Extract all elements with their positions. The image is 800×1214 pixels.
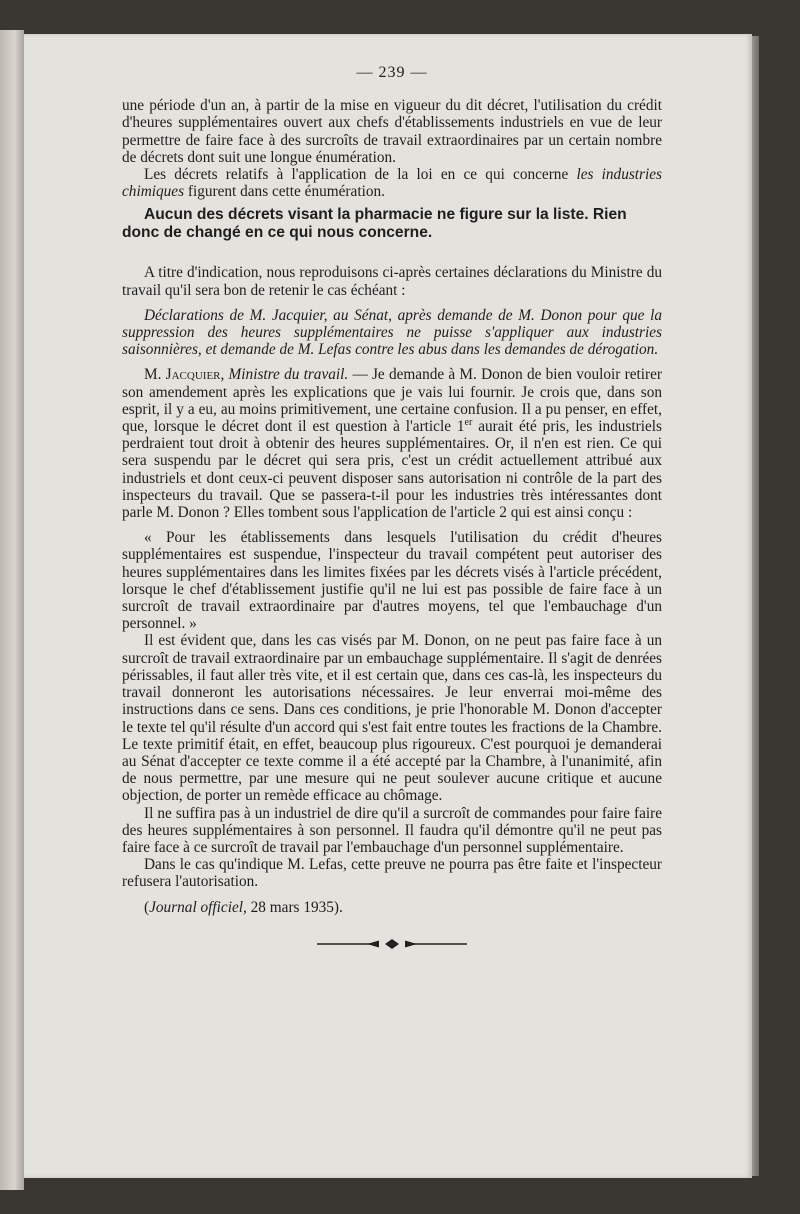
article-quote: « Pour les établissements dans lesquels l'utilisation du crédit d'heures supplémentaires est suspendue, l'inspecteur du travail compétent peut autoriser des heures supplémentaires dans les limites fixées par les décrets visés à l'article précédent, lorsque le chef d'établissement justifie qu'il ne lui est pas possible de faire face à un surcroît de travail extraordinaire par d'autres moyens, tel que l'embauchage d'un personnel. »	[122, 529, 662, 633]
page-content	[122, 64, 662, 950]
paragraph-indication: A titre d'indication, nous reproduisons ci-après certaines déclarations du Ministre du travail qu'il sera bon de retenir le cas échéant :	[122, 264, 662, 299]
speaker-role: Ministre du travail.	[224, 366, 349, 384]
paragraph-suffice: Il ne suffira pas à un industriel de dire qu'il a surcroît de commandes pour faire faire des heures supplémentaires à son personnel. Il faudra qu'il démontre qu'il ne peut pas faire face à ce surcroît de travail par l'embauchage d'un personnel supplémentaire.	[122, 804, 662, 856]
source-journal: Journal officiel,	[149, 898, 247, 916]
speech-part-b: aurait été pris, les industriels perdraient tout droit à obtenir des heures supplémentaires. Or, il n'en est rien. Ce qui sera suspendu par le décret qui sera pris, c'est un crédit actuellement attribué aux industriels et dont ceux-ci peuvent disposer sans autorisation ni contrôle de la part des inspecteurs du travail. Que se passera-t-il pour les industries très intéressantes dont parle M. Donon ? Elles tombent sous l'application de l'article 2 qui est ainsi conçu :	[122, 418, 662, 522]
paragraph-decrees-italic: les industries chimiques	[122, 166, 662, 201]
paragraph-lefas: Dans le cas qu'indique M. Lefas, cette preuve ne pourra pas être faite et l'inspecteur refusera l'autorisation.	[122, 856, 662, 891]
ordinal-superscript: er	[464, 416, 473, 428]
paragraph-evident: Il est évident que, dans les cas visés par M. Donon, on ne peut pas faire face à un surcroît de travail extraordinaire par un embauchage supplémentaire. Il s'agit de denrées périssables, il faut aller très vite, et il est certain que, dans ces cas-là, les inspecteurs du travail donneront les autorisations nécessaires. Je leur enverrai moi-même des instructions dans ce sens. Dans ces conditions, je prie l'honorable M. Donon d'accepter le texte tel qu'il résulte d'un accord qui s'est fait entre toutes les fractions de la Chambre. Le texte primitif était, en effet, beaucoup plus rigoureux. C'est pourquoi je demanderai au Sénat d'accepter ce texte comme il a été accepté par la Chambre, à l'unanimité, afin de nous permettre, par une mesure qui ne peut soulever aucune critique et aucune objection, de porter un remède efficace au chômage.	[122, 632, 662, 805]
page-number: — 239 —	[356, 64, 428, 81]
speech-part-a: — Je demande à M. Donon de bien vouloir retirer son amendement après les explications que je vais lui fournir. Je crois que, dans son esprit, il y a eu, au moins primitivement, une certaine confusion. Il a pu penser, en effet, que, lorsque le décret dont il est question à l'article 1	[122, 366, 662, 436]
paragraph-intro: une période d'un an, à partir de la mise en vigueur du dit décret, l'utilisation du crédit d'heures supplémentaires ouvert aux chefs d'établissements industriels en vue de leur permettre de faire face à des surcroîts de travail extraordinaires par un certain nombre de décrets dont suit une longue énumération.	[122, 97, 662, 166]
previous-page-edge	[0, 30, 24, 1190]
speaker-name: M. Jacquier,	[144, 366, 225, 384]
minister-speech	[122, 366, 662, 521]
page-edge-shadow	[752, 36, 759, 1176]
highlight-statement: Aucun des décrets visant la pharmacie ne figure sur la liste. Rien donc de changé en ce qui nous concerne.	[122, 206, 627, 242]
declaration-heading: Déclarations de M. Jacquier, au Sénat, après demande de M. Donon pour que la suppression des heures supplémentaires ne puisse s'appliquer aux industries saisonnières, et demande de M. Lefas contre les abus dans les demandes de dérogation.	[122, 306, 662, 359]
source-open: (	[144, 898, 150, 916]
source-citation	[122, 899, 662, 916]
decorative-rule-icon	[122, 938, 662, 950]
paragraph-decrees	[122, 166, 662, 200]
paragraph-decrees-start: Les décrets relatifs à l'application de la loi en ce qui concerne	[144, 166, 577, 184]
paragraph-decrees-end: figurent dans cette énumération.	[184, 183, 385, 201]
source-date: 28 mars 1935).	[246, 898, 343, 916]
